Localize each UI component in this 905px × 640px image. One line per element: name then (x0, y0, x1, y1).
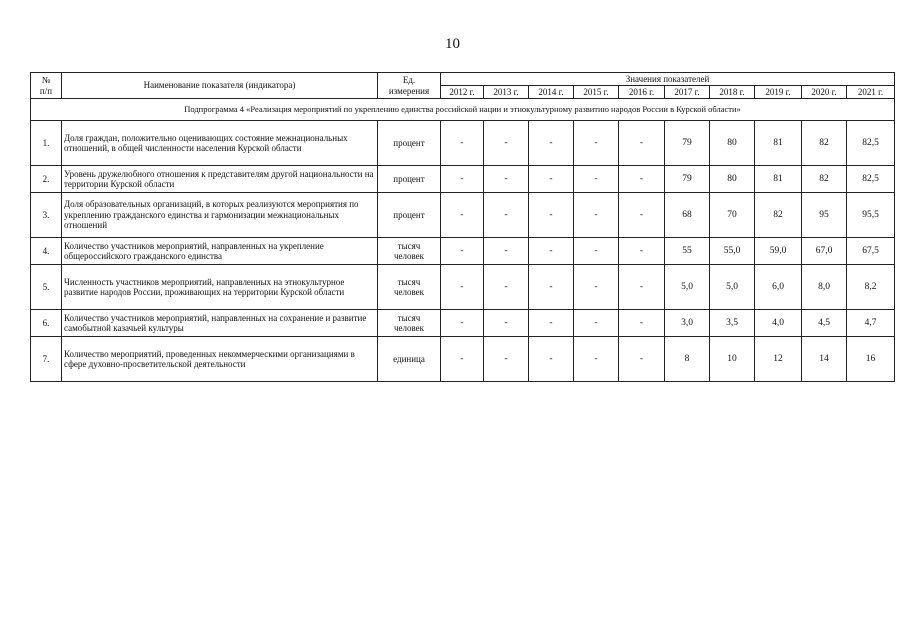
indicator-value: 81 (755, 166, 802, 193)
indicator-value: - (441, 166, 484, 193)
indicator-value: - (619, 337, 665, 382)
indicator-value: - (484, 238, 529, 265)
header-num: № п/п (31, 73, 62, 99)
indicator-value: 80 (710, 121, 755, 166)
table-row (31, 166, 895, 193)
indicator-value: 3,5 (710, 310, 755, 337)
indicator-name: Доля образовательных организаций, в которых реализуются мероприятия по укреплению гражданского единства и гармонизации межнациональных отношений (62, 193, 378, 238)
indicator-value: 79 (665, 121, 710, 166)
header-year: 2014 г. (529, 86, 574, 99)
header-name: Наименование показателя (индикатора) (62, 73, 378, 99)
indicator-value: 68 (665, 193, 710, 238)
table-row (31, 337, 895, 382)
indicator-value: 16 (847, 337, 895, 382)
indicator-name: Количество мероприятий, проведенных некоммерческими организациями в сфере духовно-просветительской деятельности (62, 337, 378, 382)
indicator-unit: единица (378, 337, 441, 382)
header-year: 2020 г. (802, 86, 847, 99)
indicator-value: - (574, 121, 619, 166)
header-year: 2017 г. (665, 86, 710, 99)
row-number: 3. (31, 193, 62, 238)
header-year: 2018 г. (710, 86, 755, 99)
indicator-value: - (619, 121, 665, 166)
table-row (31, 310, 895, 337)
indicator-name: Доля граждан, положительно оценивающих состояние межнациональных отношений, в общей численности населения Курской области (62, 121, 378, 166)
indicator-value: 12 (755, 337, 802, 382)
indicator-value: 59,0 (755, 238, 802, 265)
indicator-name: Количество участников мероприятий, направленных на укрепление общероссийского гражданского единства (62, 238, 378, 265)
row-number: 1. (31, 121, 62, 166)
indicator-value: 95 (802, 193, 847, 238)
indicator-value: 95,5 (847, 193, 895, 238)
indicator-value: - (529, 238, 574, 265)
indicator-unit: процент (378, 193, 441, 238)
header-values-group: Значения показателей (441, 73, 895, 86)
indicator-value: 3,0 (665, 310, 710, 337)
header-year: 2021 г. (847, 86, 895, 99)
indicator-value: - (574, 193, 619, 238)
indicator-value: - (574, 310, 619, 337)
row-number: 7. (31, 337, 62, 382)
indicator-value: 8,0 (802, 265, 847, 310)
header-year: 2012 г. (441, 86, 484, 99)
indicator-value: 79 (665, 166, 710, 193)
indicator-value: - (619, 193, 665, 238)
indicator-value: - (441, 121, 484, 166)
indicators-table (30, 72, 895, 382)
indicator-unit: тысяч человек (378, 238, 441, 265)
indicator-value: - (441, 265, 484, 310)
indicator-unit: процент (378, 166, 441, 193)
indicator-name: Численность участников мероприятий, направленных на этнокультурное развитие народов России, проживающих на территории Курской области (62, 265, 378, 310)
indicator-value: 81 (755, 121, 802, 166)
indicator-value: - (484, 310, 529, 337)
indicator-name: Количество участников мероприятий, направленных на сохранение и развитие самобытной казачьей культуры (62, 310, 378, 337)
indicator-unit: тысяч человек (378, 265, 441, 310)
indicator-value: 55,0 (710, 238, 755, 265)
indicator-value: - (529, 337, 574, 382)
indicator-unit: тысяч человек (378, 310, 441, 337)
indicator-name: Уровень дружелюбного отношения к представителям другой национальности на территории Курской области (62, 166, 378, 193)
table-row (31, 238, 895, 265)
row-number: 2. (31, 166, 62, 193)
indicator-value: 6,0 (755, 265, 802, 310)
row-number: 6. (31, 310, 62, 337)
indicator-value: - (574, 337, 619, 382)
indicator-value: 82 (755, 193, 802, 238)
indicator-unit: процент (378, 121, 441, 166)
indicator-value: 82,5 (847, 121, 895, 166)
indicator-value: - (484, 265, 529, 310)
indicator-value: 8,2 (847, 265, 895, 310)
indicator-value: - (484, 337, 529, 382)
indicator-value: 10 (710, 337, 755, 382)
subprogram-title: Подпрограмма 4 «Реализация мероприятий по укреплению единства российской нации и этнокультурному развитию народов России в Курской области» (31, 99, 895, 121)
header-year: 2016 г. (619, 86, 665, 99)
page-number: 10 (445, 36, 460, 52)
indicator-value: - (441, 238, 484, 265)
indicator-value: 82,5 (847, 166, 895, 193)
indicator-value: 80 (710, 166, 755, 193)
indicator-value: 67,5 (847, 238, 895, 265)
indicator-value: - (441, 310, 484, 337)
indicator-value: - (619, 265, 665, 310)
indicator-value: - (484, 193, 529, 238)
indicator-value: 67,0 (802, 238, 847, 265)
indicator-value: - (619, 310, 665, 337)
header-year: 2019 г. (755, 86, 802, 99)
table-row (31, 265, 895, 310)
header-year: 2015 г. (574, 86, 619, 99)
indicator-value: - (529, 121, 574, 166)
indicator-value: - (619, 238, 665, 265)
indicator-value: - (484, 121, 529, 166)
header-unit: Ед. измерения (378, 73, 441, 99)
indicator-value: 4,0 (755, 310, 802, 337)
indicator-value: - (441, 337, 484, 382)
indicator-value: - (529, 310, 574, 337)
indicator-value: 82 (802, 166, 847, 193)
row-number: 5. (31, 265, 62, 310)
indicator-value: 70 (710, 193, 755, 238)
indicator-value: 82 (802, 121, 847, 166)
table-row (31, 193, 895, 238)
indicator-value: - (574, 265, 619, 310)
indicator-value: 55 (665, 238, 710, 265)
indicator-value: 5,0 (710, 265, 755, 310)
indicator-value: - (529, 193, 574, 238)
indicator-value: 14 (802, 337, 847, 382)
indicator-value: - (529, 166, 574, 193)
row-number: 4. (31, 238, 62, 265)
indicator-value: 5,0 (665, 265, 710, 310)
header-year: 2013 г. (484, 86, 529, 99)
indicator-value: 4,7 (847, 310, 895, 337)
indicator-value: 4,5 (802, 310, 847, 337)
indicator-value: - (574, 238, 619, 265)
indicator-value: - (441, 193, 484, 238)
table-row (31, 121, 895, 166)
indicator-value: - (484, 166, 529, 193)
indicator-value: - (529, 265, 574, 310)
indicator-value: - (574, 166, 619, 193)
indicator-value: - (619, 166, 665, 193)
indicator-value: 8 (665, 337, 710, 382)
